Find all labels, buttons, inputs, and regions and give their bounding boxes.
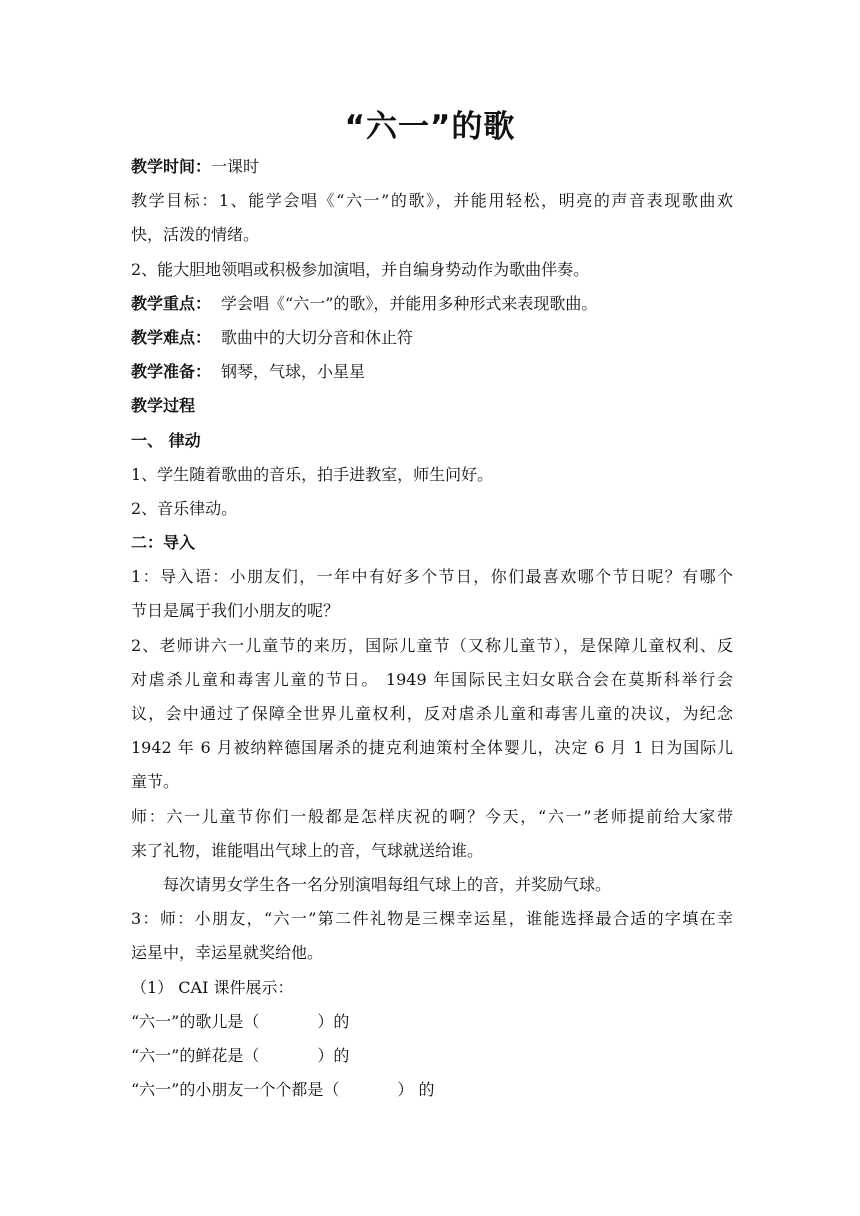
history-paragraph-line-2: 对虐杀儿童和毒害儿童的节日。 1949 年国际民主妇女联合会在莫斯科举行会 [131, 669, 733, 689]
teaching-goals-line-2: 快，活泼的情绪。 [131, 225, 260, 245]
intro-paragraph-line-2: 节日是属于我们小朋友的呢？ [131, 601, 340, 621]
fill-blank-3-end: ） 的 [397, 1080, 435, 1100]
section-1-heading: 一、 律动 [131, 430, 201, 450]
teaching-preparation-label: 教学准备： [131, 362, 212, 382]
fill-blank-2-end: ）的 [317, 1045, 350, 1065]
teacher-paragraph-line-1: 师：六一儿童节你们一般都是怎样庆祝的啊？今天，“六一”老师提前给大家带 [131, 806, 733, 826]
section-1-item-1: 1、学生随着歌曲的音乐，拍手进教室，师生问好。 [131, 464, 494, 484]
teaching-focus-value: 学会唱《“六一”的歌》，并能用多种形式来表现歌曲。 [221, 293, 598, 313]
history-paragraph-line-5: 童节。 [131, 772, 180, 792]
teaching-time-label: 教学时间： [131, 157, 212, 176]
section-1-item-2: 2、音乐律动。 [131, 498, 238, 518]
teaching-focus-label: 教学重点： [131, 293, 212, 313]
lucky-star-paragraph-line-1: 3：师：小朋友，“六一”第二件礼物是三棵幸运星，谁能选择最合适的字填在幸 [131, 909, 733, 929]
fill-blank-2 [131, 1039, 733, 1073]
fill-blank-1 [131, 1005, 733, 1039]
teaching-difficulty-value: 歌曲中的大切分音和休止符 [221, 327, 414, 347]
teaching-preparation [131, 355, 733, 389]
teaching-difficulty [131, 321, 733, 355]
intro-paragraph-line-1: 1：导入语：小朋友们，一年中有好多个节日，你们最喜欢哪个节日呢？有哪个 [131, 567, 733, 587]
teaching-time [131, 150, 733, 184]
balloon-activity-paragraph: 每次请男女学生各一名分别演唱每组气球上的音，并奖励气球。 [163, 874, 612, 894]
lesson-plan-body [131, 150, 733, 1107]
fill-blank-1-end: ）的 [317, 1011, 350, 1031]
history-paragraph-line-3: 议，会中通过了保障全世界儿童权利，反对虐杀儿童和毒害儿童的决议，为纪念 [131, 704, 733, 723]
teaching-preparation-value: 钢琴，气球，小星星 [221, 362, 366, 382]
fill-blank-3-start: “六一”的小朋友一个个都是（ [131, 1080, 340, 1100]
page-title: “六一”的歌 [344, 109, 516, 145]
teaching-focus [131, 287, 733, 321]
cai-courseware-label: （1） CAI 课件展示： [131, 977, 294, 997]
teaching-goals-line-3: 2、能大胆地领唱或积极参加演唱，并自编身势动作为歌曲伴奏。 [131, 259, 590, 279]
teacher-paragraph-line-2: 来了礼物，谁能唱出气球上的音，气球就送给谁。 [131, 840, 484, 860]
history-paragraph-line-4: 1942 年 6 月被纳粹德国屠杀的捷克利迪策村全体婴儿，决定 6 月 1 日为国际儿 [131, 738, 733, 758]
fill-blank-3 [131, 1073, 733, 1107]
section-2-heading: 二：导入 [131, 533, 196, 553]
teaching-difficulty-label: 教学难点： [131, 327, 212, 347]
history-paragraph-line-1: 2、老师讲六一儿童节的来历，国际儿童节（又称儿童节），是保障儿童权利、反 [131, 635, 733, 655]
process-heading: 教学过程 [131, 396, 196, 416]
teaching-time-value: 一课时 [211, 157, 260, 176]
fill-blank-2-start: “六一”的鲜花是（ [131, 1045, 260, 1065]
fill-blank-1-start: “六一”的歌儿是（ [131, 1011, 260, 1031]
lucky-star-paragraph-line-2: 运星中，幸运星就奖给他。 [131, 943, 324, 963]
teaching-goals-line-1: 教学目标：1、能学会唱《“六一”的歌》，并能用轻松，明亮的声音表现歌曲欢 [131, 191, 733, 211]
